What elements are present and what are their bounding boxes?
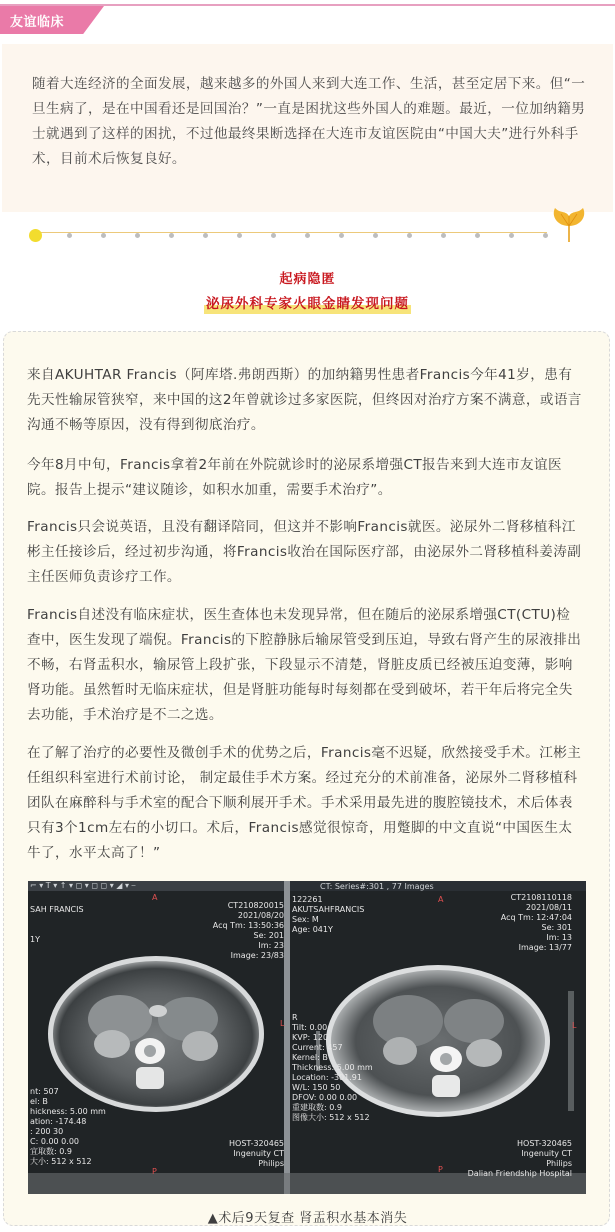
article-paragraph-5: 在了解了治疗的必要性及微创手术的优势之后，Francis毫不迟疑，欣然接受手术。江彬主任组织科室进行术前讨论， 制定最佳手术方案。经过充分的术前准备，泌尿外二肾移植科团队在麻醉科与手术室的配合下顺利展开手术。手术采用最先进的腹腔镜技术，术后体表只有3个1cm左右的小切口。术后，Francis感觉很惊奇，用蹩脚的中文直说“中国医生太牛了，水平太高了！” [27, 745, 582, 861]
ct-viewer-title: CT: Series#:301 , 77 Images [320, 882, 434, 891]
carousel-dot[interactable] [509, 233, 514, 238]
carousel-dot[interactable] [543, 233, 548, 238]
carousel-dot[interactable] [271, 233, 276, 238]
header-bar [0, 0, 615, 38]
carousel-dot[interactable] [305, 233, 310, 238]
ct-left-marker-side: L [280, 1019, 285, 1028]
ct-right-marker-anterior: A [438, 895, 444, 904]
header-divider [0, 4, 615, 6]
ct-photo-caption: ▲术后9天复查 肾盂积水基本消失 [207, 1211, 408, 1226]
ct-left-scanner-info: HOST-320465 Ingenuity CT Philips [229, 1139, 284, 1168]
ct-left-study-info: CT210820015 2021/08/20 Acq Tm: 13:50:36 Se: 201 Im: 23 Image: 23/83 [212, 901, 284, 960]
carousel-dot[interactable] [29, 229, 42, 242]
carousel-dot[interactable] [339, 233, 344, 238]
section-title-wrap [0, 292, 615, 314]
carousel-dot[interactable] [67, 233, 72, 238]
carousel-dot[interactable] [475, 233, 480, 238]
article-paragraph-1: 来自AKUHTAR Francis（阿库塔.弗朗西斯）的加纳籍男性患者Francis今年41岁，患有先天性输尿管狭窄，来中国的这2年曾就诊过多家医院，但终因对治疗方案不满意，或语言沟通不畅等原因，没有得到彻底治疗。 [27, 367, 582, 433]
carousel-dot[interactable] [169, 233, 174, 238]
carousel-dot[interactable] [101, 233, 106, 238]
ct-right-study-info: CT2108110118 2021/08/11 Acq Tm: 12:47:04 Se: 301 Im: 13 Image: 13/77 [500, 893, 572, 952]
article-paragraph-3: Francis只会说英语，且没有翻译陪同，但这并不影响Francis就医。泌尿外二肾移植科江彬主任接诊后，经过初步沟通，将Francis收治在国际医疗部，由泌尿外二肾移植科姜涛副主任医师负责诊疗工作。 [27, 519, 582, 585]
carousel-dots [0, 226, 615, 246]
article-paragraph-4: Francis自述没有临床症状，医生查体也未发现异常，但在随后的泌尿系增强CT(CTU)检查中，医生发现了端倪。Francis的下腔静脉后输尿管受到压迫，导致右肾产生的尿液排出不畅，右肾盂积水，输尿管上段扩张，下段显示不清楚，肾脏皮质已经被压迫变薄，影响肾功能。虽然暂时无临床症状，但是肾脏功能每时每刻都在受到破坏，若干年后将完全失去功能，手术治疗是不二之选。 [27, 607, 582, 723]
carousel-dot[interactable] [441, 233, 446, 238]
ct-left-patient-info: SAH FRANCIS 1Y [30, 905, 84, 944]
ct-left-marker-anterior: A [152, 893, 158, 902]
ct-right-marker-posterior: P [438, 1165, 443, 1174]
section-kicker: 起病隐匿 [279, 272, 336, 287]
article-paragraph-2: 今年8月中旬，Francis拿着2年前在外院就诊时的泌尿系增强CT报告来到大连市友谊医院。报告上提示“建议随诊，如积水加重，需要手术治疗”。 [27, 457, 562, 498]
ct-right-patient-info: 122261 AKUTSAHFRANCIS Sex: M Age: 041Y [292, 895, 365, 934]
ct-right-scan-params: R Tilt: 0.00 KVP: 120 Current: 457 Kernel: B Thickness: 5.00 mm Location: -301.91 W/L: 150 50 DFOV: 0.00 0.00 重建取数: 0.9 图像大小: 512 x 512 [292, 1013, 373, 1122]
carousel-dot[interactable] [407, 233, 412, 238]
carousel-dot[interactable] [135, 233, 140, 238]
carousel-dot[interactable] [203, 233, 208, 238]
ct-scan-photo [28, 881, 586, 1194]
ct-right-scanner-info: HOST-320465 Ingenuity CT Philips Dalian Friendship Hospital [467, 1139, 572, 1178]
header-tag-label: 友谊临床 [10, 15, 65, 30]
intro-text: 随着大连经济的全面发展，越来越多的外国人来到大连工作、生活，甚至定居下来。但“一旦生病了，是在中国看还是回国治？”一直是困扰这些外国人的难题。最近，一位加纳籍男士就遇到了这样的困扰，不过他最终果断选择在大连市友谊医院由“中国大夫”进行外科手术，目前术后恢复良好。 [32, 76, 586, 167]
carousel-dot[interactable] [373, 233, 378, 238]
section-title: 泌尿外科专家火眼金睛发现问题 [204, 292, 411, 314]
ct-viewer-toolbar: ⌐ ▾ T ▾ ↑ ▾ ◻ ▾ ◻ ◻ ▾ ◢ ▾ ⎯ [30, 881, 136, 890]
ct-left-scan-params: nt: 507 el: B hickness: 5.00 mm ation: -174.48 : 200 30 C: 0.00 0.00 宜取数: 0.9 大小: 512 x 512 [30, 1087, 106, 1166]
carousel-dot[interactable] [237, 233, 242, 238]
ct-left-marker-posterior: P [152, 1167, 157, 1176]
intro-card [2, 44, 613, 212]
ct-right-marker-side: L [572, 1021, 577, 1030]
